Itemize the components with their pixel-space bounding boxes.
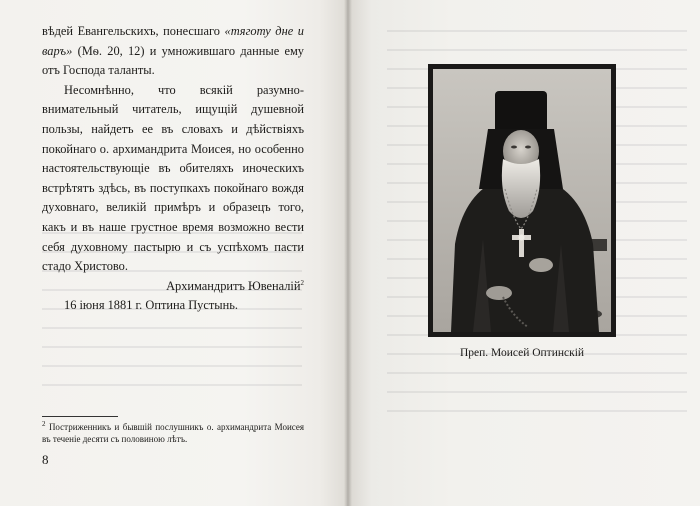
signature-name: Архимандритъ Ювеналій (166, 278, 301, 293)
footnote-separator (42, 416, 118, 417)
footnote-text: Постриженникъ и бывшій послушникъ о. архимандрита Моисея въ теченіе десяти съ половиною лѣтъ. (42, 422, 304, 444)
date-place: 16 іюня 1881 г. Оптина Пустынь. (64, 298, 238, 313)
paragraph-1 (42, 22, 304, 81)
footnote-number: 2 (42, 420, 46, 428)
text-run: (Мѳ. 20, 12) и умножившаго данные ему отъ Господа таланты. (42, 43, 304, 78)
footnote-reference: 2 (300, 278, 304, 287)
text-run: вѣдей Евангельскихъ, понесшаго (42, 24, 225, 38)
portrait-photo-frame (428, 64, 616, 337)
body-text (42, 22, 304, 316)
footnote (42, 421, 304, 445)
book-gutter (344, 0, 352, 506)
photo-caption: Преп. Моисей Оптинскій (459, 347, 585, 359)
signature (42, 277, 304, 297)
left-page (0, 0, 347, 506)
page-number: 8 (42, 452, 49, 467)
portrait-photo (433, 69, 611, 332)
paragraph-2: Несомнѣнно, что всякій разумно-внимательный читатель, ищущій душевной пользы, найдетъ ее въ словахъ и дѣйствіяхъ покойнаго о. архимандрита Моисея, но особенно настоятельствующіе въ обителяхъ иноческихъ встрѣтятъ здѣсь, въ поступкахъ покойнаго вождя духовнаго, великій примѣръ и образецъ того, какъ и въ наше грустное время возможно вести себя духовному пастырю и съ успѣхомъ пасти стадо Христово. (42, 82, 304, 274)
italic-quote: «тяготу дне и варъ» (42, 24, 304, 58)
